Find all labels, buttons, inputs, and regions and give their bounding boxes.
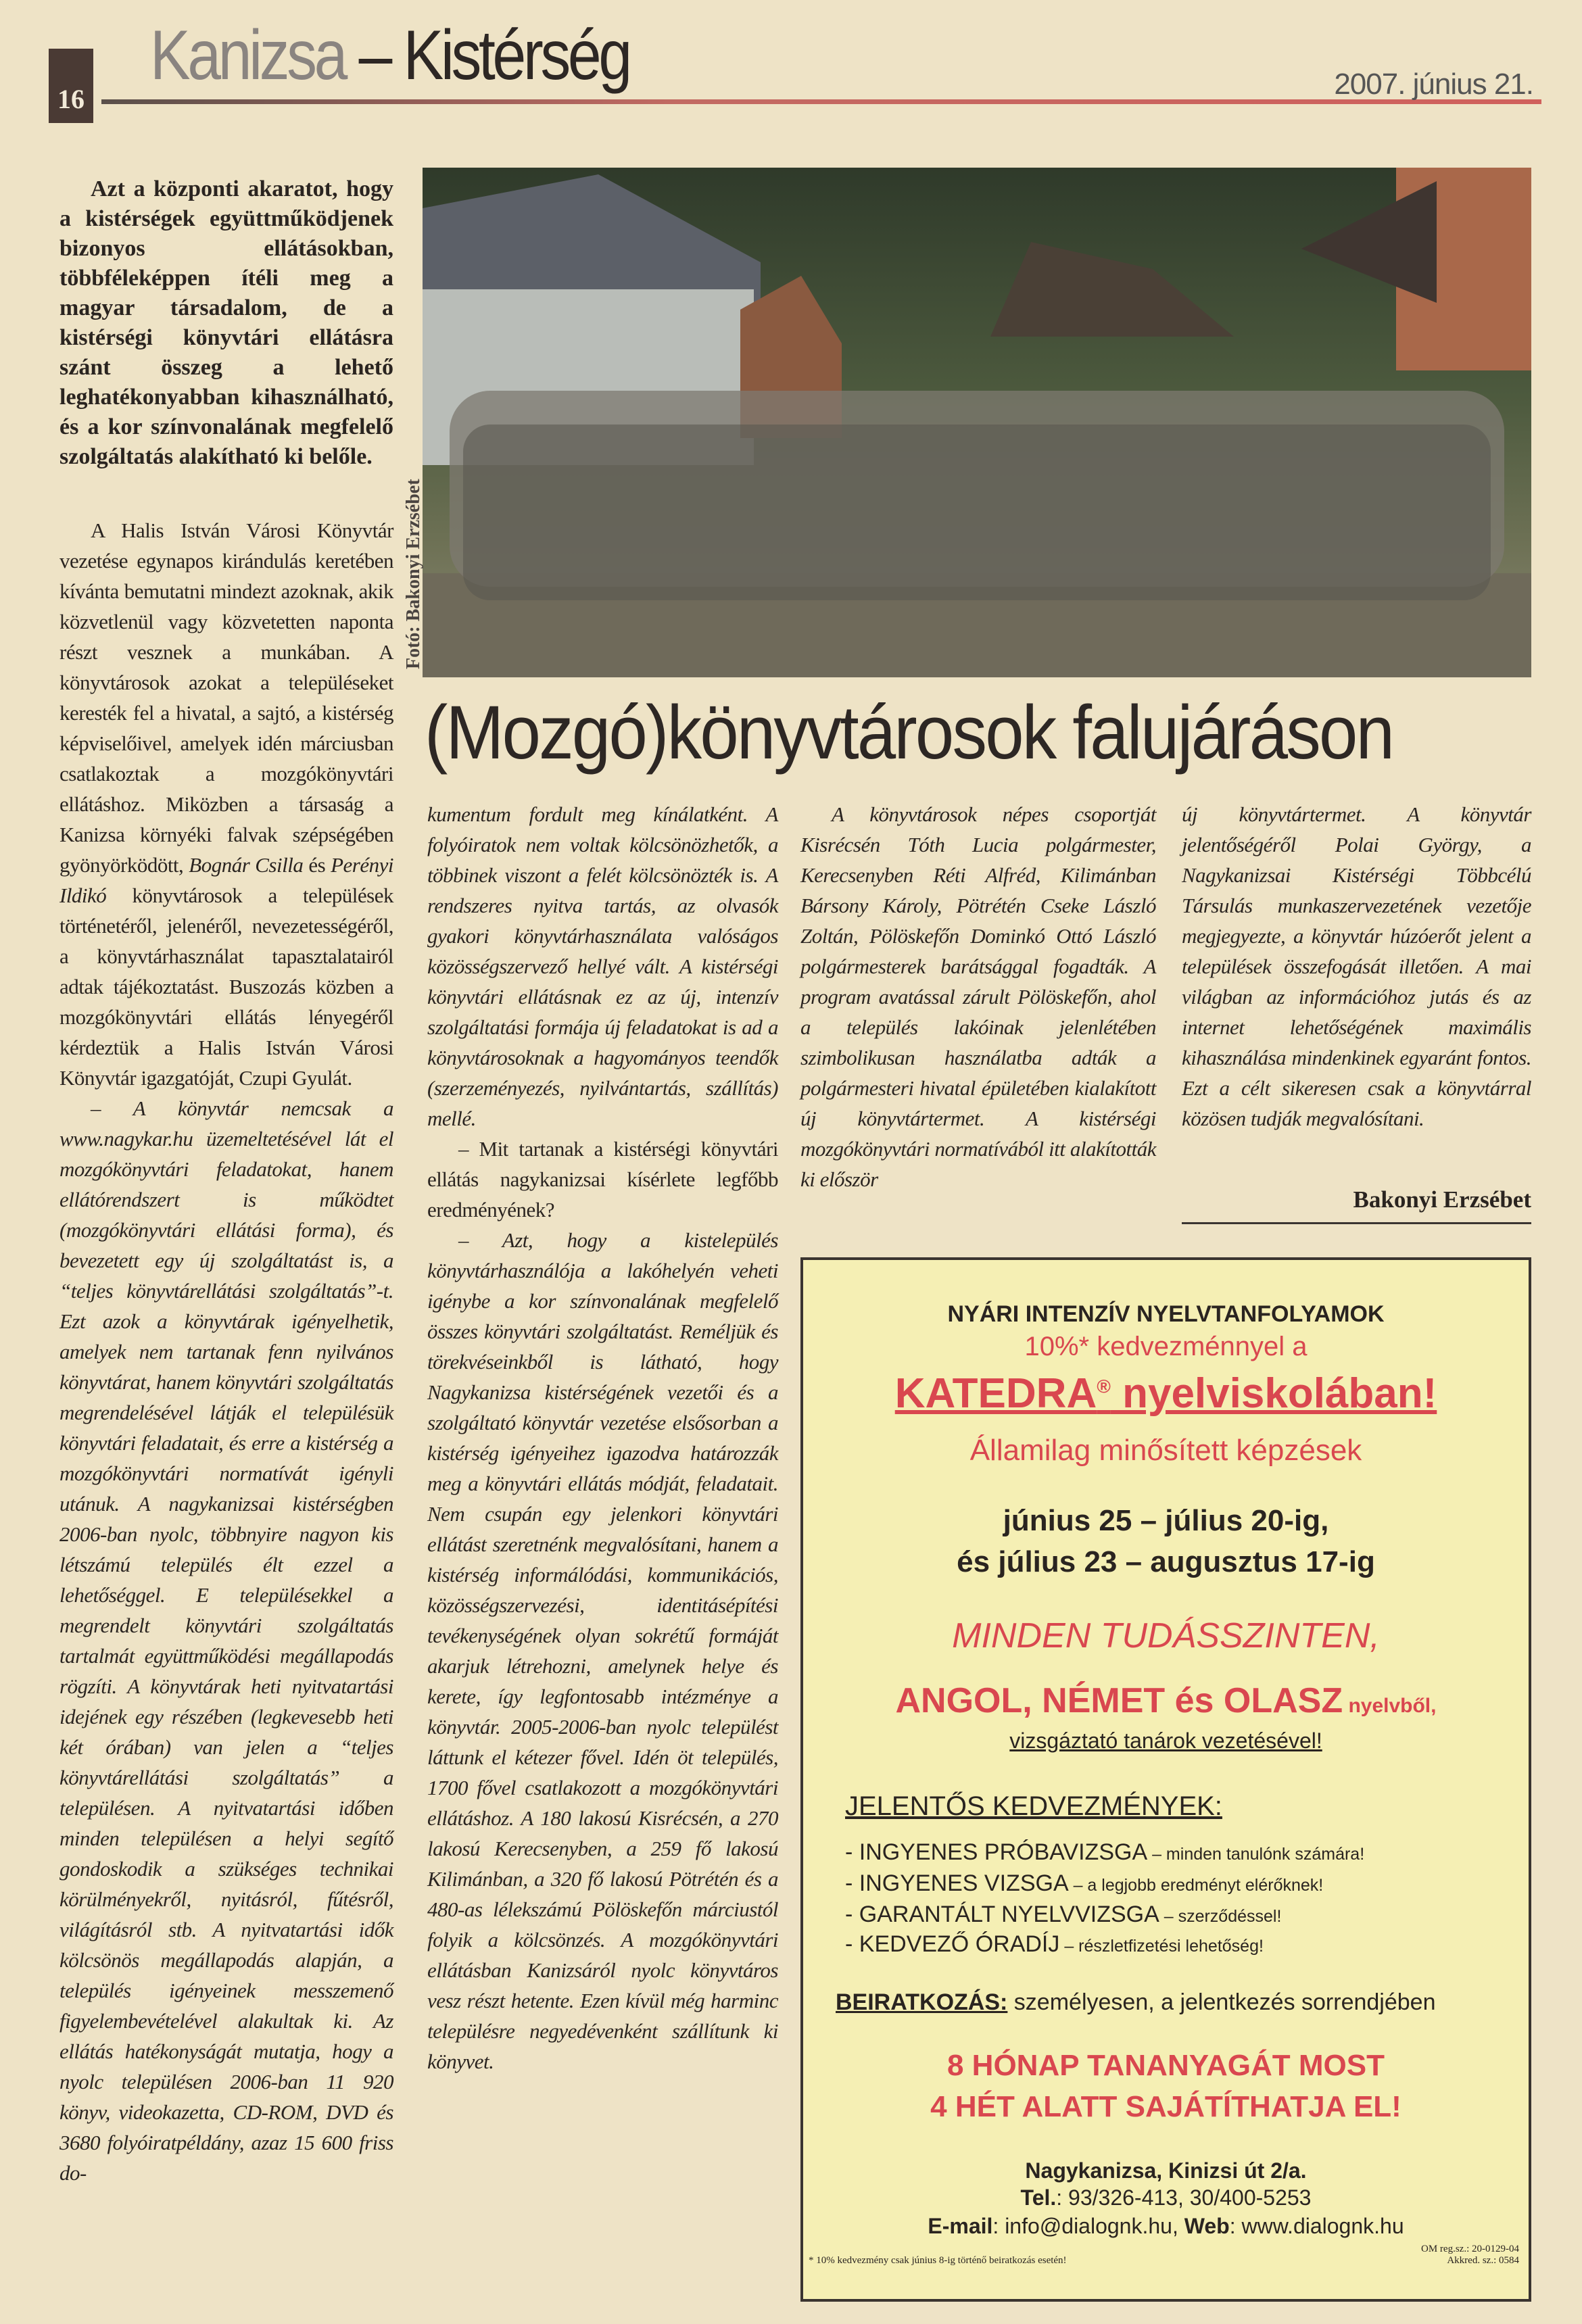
ad-brand [803, 1371, 1529, 1417]
people-group [450, 391, 1504, 600]
benefit-item [845, 1932, 1264, 1957]
text: könyvtárosok a települések történetéről, jelenéről, nevezetességéről, a könyvtárhasználat tapasztalatairól adtak tájékoztatást. Buszozás közben a mozgókönyvtári ellátás lényegéről kérdeztük a Halis István Városi Könyvtár igazgatóját, Czupi Gyulát. [59, 883, 393, 1090]
page-number [49, 49, 93, 123]
article-headline: (Mozgó)könyvtárosok falujáráson [425, 690, 1393, 775]
photo-credit: Fotó: Bakonyi Erzsébet [403, 479, 424, 669]
paragraph [59, 515, 393, 1093]
registered-mark: ® [1097, 1376, 1111, 1397]
ad-teachers: vizsgáztató tanárok vezetésével! [1009, 1728, 1322, 1753]
issue-date: 2007. június 21. [1334, 68, 1533, 101]
enroll-label: BEIRATKOZÁS: [836, 1989, 1008, 2015]
ad-discount: 10%* kedvezménnyel a [1024, 1332, 1308, 1361]
section-title-part1: Kanizsa [150, 16, 345, 95]
ad-promo-1: 8 HÓNAP TANANYAGÁT MOST [946, 2049, 1385, 2082]
benefit-detail: – a legjobb eredményt elérőknek! [1068, 1876, 1324, 1895]
ad-accredited: Államilag minősített képzések [969, 1434, 1362, 1467]
lead-text: Azt a központi akaratot, hogy a kistérségek együttműködjenek bizonyos ellátásokban, többféleképpen ítéli meg a magyar társadalom, de a kistérségi könyvtári ellátásra szánt összeg a lehető leghatékonyabban kihasználható, és a kor színvonalának megfelelő szolgáltatás alakítható ki belőle. [59, 176, 393, 469]
brand-suffix: nyelviskolában! [1110, 1370, 1437, 1417]
ad-address: Nagykanizsa, Kinizsi út 2/a. [1025, 2158, 1307, 2183]
person-name: Perényi Ildikó [59, 853, 393, 907]
text: A Halis István Városi Könyvtár vezetése egynapos kirándulás keretében kívánta bemutatni mindezt azoknak, akik közvetlenül vagy közvetetten naponta részt vesznek a munkában. A könyvtárosok azokat a településeket keresték fel a hivatal, a sajtó, a kistérség képviselőivel, amelyek idén márciusban csatlakoztak a mozgókönyvtári ellátáshoz. Miközben a társaság a Kanizsa környéki falvak szépségében gyönyörködött, [59, 518, 393, 877]
benefit-item [845, 1840, 1364, 1865]
section-title-separator: – [345, 16, 404, 95]
article-lead [59, 174, 393, 472]
paragraph: új könyvtártermet. A könyvtár jelentőségéről Polai György, a Nagykanizsai Kistérségi Többcélú Társulás munkaszervezetének vezetője megjegyezte, a könyvtár húzóerőt jelent a települések összefogását illetően. A mai világban az információhoz jutás és az internet lehetőségének maximális kihasználása mindenkinek egyaránt fontos. Ezt a célt sikeresen csak a könyvtárral közösen tudják megvalósítani. [1182, 802, 1531, 1130]
article-column-1 [59, 515, 393, 2188]
text: és [303, 853, 331, 877]
paragraph: – Azt, hogy a kistelepülés könyvtárhasználója a lakóhelyén veheti igénybe a kor színvonalának megfelelő összes könyvtári szolgáltatást. Reméljük és törekvéseinkből is látható, hogy Nagykanizsa kistérségének vezetői és a szolgáltató könyvtár vezetése elsősorban a kistérség igényeihez igazodva határozzák meg a könyvtári ellátás módját, feladatait. Nem csupán egy jelenkori könyvtári ellátást szeretnénk megvalósítani, hanem a kistérség informálódási, kommunikációs, közösségszervezési, identitásépítési tevékenységének olyan sokrétű formáját akarjuk létrehozni, amelynek helye és kerete, így legfontosabb intézménye a könyvtár. 2005-2006-ban nyolc települést láttunk el kétezer fővel. Idén öt település, 1700 fővel csatlakozott a mozgókönyvtári ellátáshoz. A 180 lakosú Kisrécsén, a 270 lakosú Kerecsenyben, a 259 fő lakosú Kilimánban, a 320 fő lakosú Pötrétén és a 480-as lélekszámú Pölöskefőn márciustól folyik a kölcsönzés. A mozgókönyvtári ellátásban Kanizsáról nyolc könyvtáros vesz részt hetente. Ezen kívül még harminc településre negyedévenként szállítunk ki könyvet. [427, 1228, 778, 2073]
enroll-text: személyesen, a jelentkezés sorrendjében [1007, 1989, 1436, 2015]
ad-registration [1421, 2244, 1519, 2267]
languages: ANGOL, NÉMET és OLASZ [895, 1681, 1343, 1720]
benefit-main: - INGYENES VIZSGA [845, 1870, 1069, 1896]
ad-enrollment [836, 1990, 1436, 2015]
ad-dates-1: június 25 – július 20-ig, [1003, 1504, 1329, 1537]
ad-footnote: * 10% kedvezmény csak június 8-ig történő beiratkozás esetén! [809, 2255, 1067, 2266]
paragraph: kumentum fordult meg kínálatként. A folyóiratok nem voltak kölcsönözhetők, a többinek viszont a felét kölcsönözték is. A rendszeres nyitva tartás, az olvasók gyakori könyvtárhasználata valóságos közösségszervező hellyé vált. A kistérségi könyvtári ellátásnak ez az új, intenzív szolgáltatási formája új feladatokat is ad a könyvtárosoknak a hagyományos teendők (szerzeményezés, nyilvántartás, szállítás) mellé. [427, 802, 778, 1130]
article-column-3 [800, 799, 1156, 1194]
web-label: Web [1184, 2214, 1230, 2238]
om-reg: OM reg.sz.: 20-0129-04 [1421, 2244, 1519, 2254]
header-rule [101, 99, 1541, 104]
accreditation-number: Akkred. sz.: 0584 [1447, 2255, 1519, 2266]
ad-contact [803, 2214, 1529, 2238]
ad-promo-2: 4 HÉT ALATT SAJÁTÍTHATJA EL! [930, 2090, 1401, 2123]
phone-label: Tel. [1020, 2185, 1057, 2210]
page-number-text: 16 [57, 84, 85, 114]
benefit-main: - GARANTÁLT NYELVVIZSGA [845, 1902, 1159, 1927]
article-author: Bakonyi Erzsébet [1353, 1186, 1531, 1213]
benefit-detail: – részletfizetési lehetőség! [1059, 1937, 1264, 1956]
interview-question: – Mit tartanak a kistérségi könyvtári ellátás nagykanizsai kísérlete legfőbb eredményének? [427, 1137, 778, 1221]
author-rule [1182, 1222, 1531, 1224]
section-title [150, 16, 629, 95]
article-column-2 [427, 799, 778, 2077]
email-label: E-mail [928, 2214, 993, 2238]
ad-title: NYÁRI INTENZÍV NYELVTANFOLYAMOK [947, 1301, 1385, 1327]
phone-numbers: : 93/326-413, 30/400-5253 [1056, 2185, 1312, 2210]
ad-benefits-title: JELENTŐS KEDVEZMÉNYEK: [845, 1791, 1222, 1821]
benefit-main: - INGYENES PRÓBAVIZSGA [845, 1839, 1148, 1865]
person-name: Bognár Csilla [189, 853, 304, 877]
paragraph: – A könyvtár nemcsak a www.nagykar.hu üzemeltetésével lát el mozgókönyvtári feladatokat, hanem ellátórendszert is működtet (mozgókönyvtári ellátási forma), és bevezetett egy új szolgáltatást is, a “teljes könyvtárellátási szolgáltatás”-t. Ezt azok a könyvtárak igényelhetik, amelyek nem tartanak fenn nyilvános könyvtárat, hanem könyvtári szolgáltatás megrendelésével látják el településük könyvtári feladatait, és erre a kistérség a mozgókönyvtári normatívát igényli utánuk. A nagykanizsai kistérségben 2006-ban nyolc, többnyire nagyon kis létszámú település élt ezzel a lehetőséggel. E településekkel a megrendelt könyvtári szolgáltatás tartalmát együttműködési megállapodás rögzíti. A könyvtárak heti nyitvatartási idejének egy részében (legkevesebb heti két órában) van jelen a “teljes könyvtárellátási szolgáltatás” a településen. A nyitvatartási időben minden településen a helyi segítő gondoskodik a szükséges technikai körülményekről, nyitásról, fűtésről, világításról stb. A nyitvatartási idők kölcsönös megállapodás alapján, a település igényeinek messzemenő figyelembevételével alakultak ki. Az ellátás hatékonyságát mutatja, hogy a nyolc településen 2006-ban 11 920 könyv, videokazetta, CD-ROM, DVD és 3680 folyóiratpéldány, azaz 15 600 friss do- [59, 1096, 393, 2185]
web-link[interactable]: : www.dialognk.hu [1229, 2214, 1404, 2238]
article-column-4 [1182, 799, 1531, 1134]
email-link[interactable]: : info@dialognk.hu, [992, 2214, 1184, 2238]
benefit-main: - KEDVEZŐ ÓRADÍJ [845, 1931, 1060, 1957]
paragraph: A könyvtárosok népes csoportját Kisrécsén Tóth Lucia polgármester, Kerecsenyben Réti Alfréd, Kilimánban Bársony Károly, Pötrétén Cseke László Zoltán, Pölöskefőn Dominkó Ottó László polgármesterek barátsággal fogadták. A program avatással zárult Pölöskefőn, ahol a település lakóinak jelenlétében szimbolikusan használatba adták a polgármesteri hivatal épületében kialakított új könyvtártermet. A kistérségi mozgókönyvtári normatívából itt alakították ki először [800, 802, 1156, 1191]
ad-levels: MINDEN TUDÁSSZINTEN, [952, 1616, 1380, 1655]
language-school-ad [800, 1257, 1531, 2302]
ad-phone [803, 2186, 1529, 2210]
benefit-detail: – szerződéssel! [1159, 1907, 1282, 1926]
brand-name: KATEDRA [894, 1370, 1097, 1417]
section-title-part2: Kistérség [403, 16, 629, 95]
group-photo [423, 168, 1531, 677]
ad-dates-2: és július 23 – augusztus 17-ig [957, 1545, 1375, 1578]
benefit-detail: – minden tanulónk számára! [1147, 1845, 1365, 1864]
languages-suffix: nyelvből, [1343, 1695, 1437, 1717]
benefit-item [845, 1871, 1323, 1896]
ad-languages [803, 1682, 1529, 1720]
benefit-item [845, 1902, 1281, 1927]
